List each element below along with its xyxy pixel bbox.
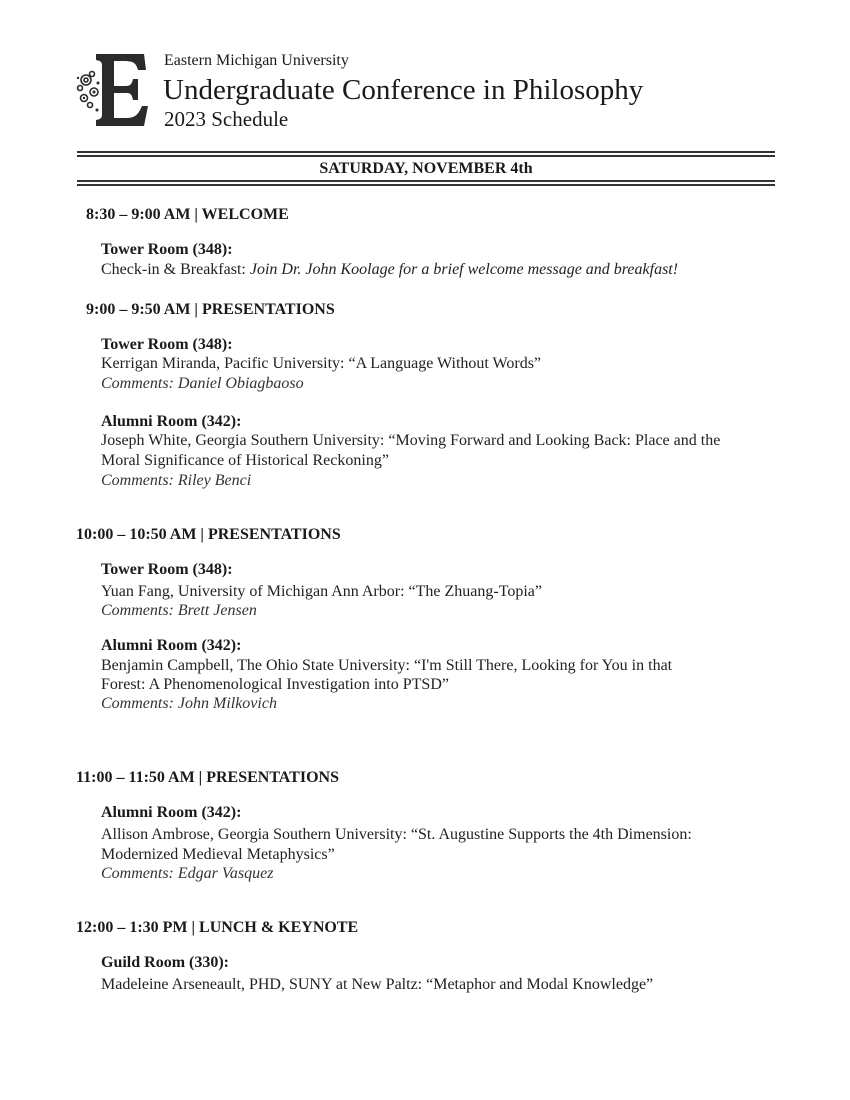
timeslot-heading: 11:00 – 11:50 AM | PRESENTATIONS <box>76 769 339 786</box>
presentation-line: Yuan Fang, University of Michigan Ann Arbor: “The Zhuang-Topia” <box>101 583 543 600</box>
top-double-rule <box>77 151 775 157</box>
emu-e-logo <box>74 50 152 130</box>
day-heading: SATURDAY, NOVEMBER 4th <box>319 160 533 177</box>
room-name: Tower Room (348): <box>101 336 233 353</box>
session-details <box>101 260 678 280</box>
presentation-line: Moral Significance of Historical Reckoning” <box>101 452 389 469</box>
commenter: Comments: Brett Jensen <box>101 602 257 619</box>
presentation-line: Benjamin Campbell, The Ohio State University: “I'm Still There, Looking for You in that <box>101 657 673 674</box>
conference-title: Undergraduate Conference in Philosophy <box>163 74 644 106</box>
schedule-year: 2023 Schedule <box>164 107 289 131</box>
room-name: Alumni Room (342): <box>101 413 242 430</box>
timeslot-heading: 8:30 – 9:00 AM | WELCOME <box>86 206 289 223</box>
presentation-line: Joseph White, Georgia Southern University: “Moving Forward and Looking Back: Place and the <box>101 432 721 449</box>
university-name: Eastern Michigan University <box>164 52 349 69</box>
commenter: Comments: Riley Benci <box>101 472 252 489</box>
presentation-line: Modernized Medieval Metaphysics” <box>101 846 335 863</box>
timeslot-heading: 12:00 – 1:30 PM | LUNCH & KEYNOTE <box>76 919 359 936</box>
room-name: Guild Room (330): <box>101 954 229 971</box>
timeslot-heading: 10:00 – 10:50 AM | PRESENTATIONS <box>76 526 341 543</box>
presentation-line: Madeleine Arseneault, PHD, SUNY at New Paltz: “Metaphor and Modal Knowledge” <box>101 976 654 993</box>
commenter: Comments: John Milkovich <box>101 695 277 712</box>
commenter: Comments: Daniel Obiagbaoso <box>101 375 304 392</box>
timeslot-heading: 9:00 – 9:50 AM | PRESENTATIONS <box>86 301 335 318</box>
commenter: Comments: Edgar Vasquez <box>101 865 274 882</box>
presentation-line: Forest: A Phenomenological Investigation into PTSD” <box>101 676 449 693</box>
room-name: Alumni Room (342): <box>101 637 242 654</box>
room-name: Tower Room (348): <box>101 561 233 578</box>
session-description: Join Dr. John Koolage for a brief welcome message and breakfast! <box>249 261 679 278</box>
room-name: Tower Room (348): <box>101 241 233 258</box>
session-label: Check-in & Breakfast: <box>101 261 250 278</box>
presentation-line: Allison Ambrose, Georgia Southern University: “St. Augustine Supports the 4th Dimension: <box>101 826 692 843</box>
room-name: Alumni Room (342): <box>101 804 242 821</box>
presentation-line: Kerrigan Miranda, Pacific University: “A Language Without Words” <box>101 355 542 372</box>
bottom-double-rule <box>77 180 775 186</box>
